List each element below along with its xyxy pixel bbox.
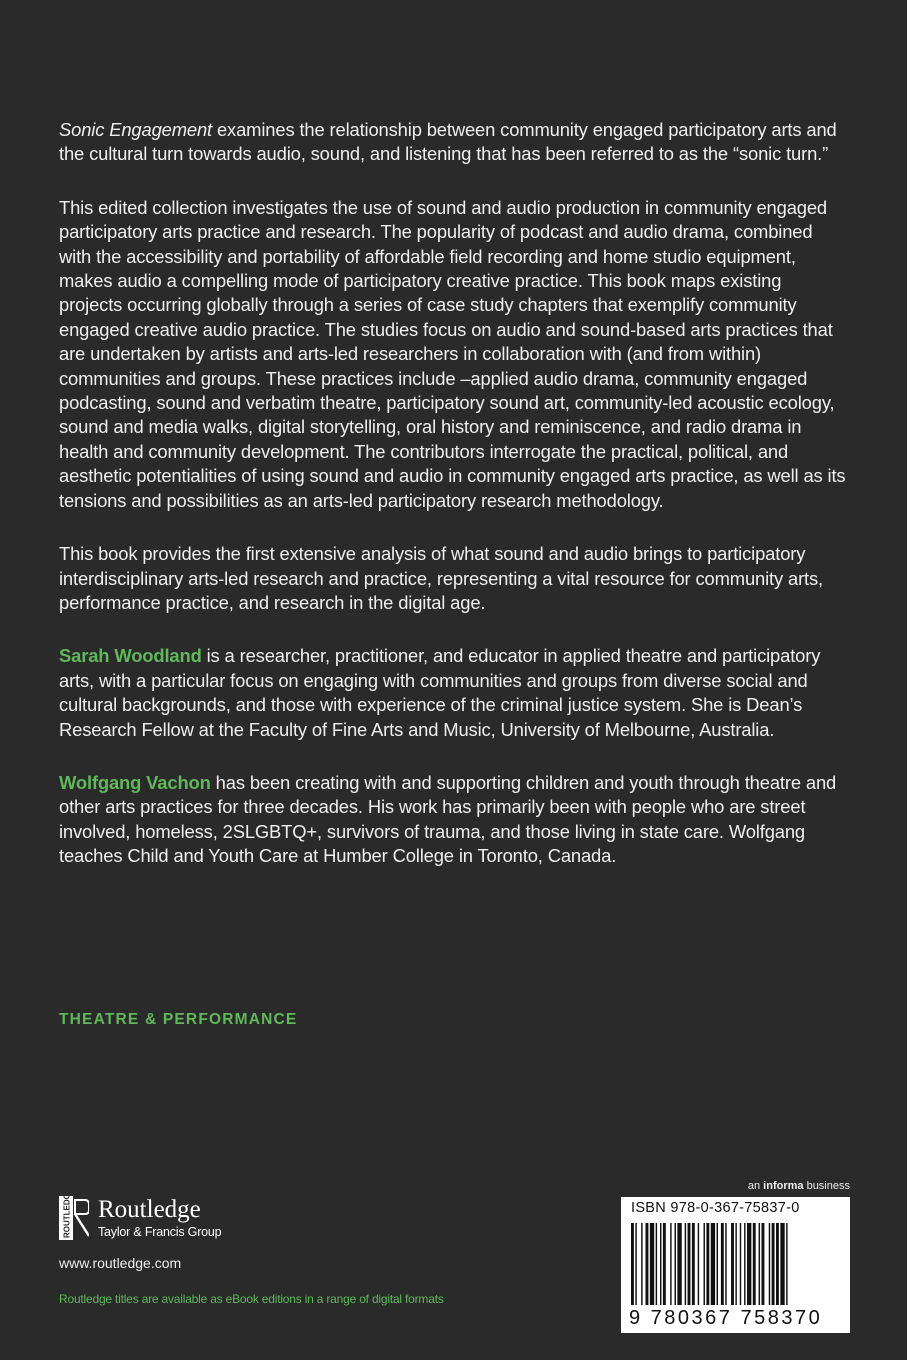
barcode-bar: [769, 1223, 770, 1305]
back-cover-text: [59, 118, 849, 898]
barcode-bar: [688, 1223, 691, 1305]
barcode-bar: [656, 1223, 657, 1305]
author-name: Sarah Woodland: [59, 645, 202, 667]
barcode-bar: [635, 1223, 636, 1305]
barcode-bar: [721, 1223, 724, 1305]
author-bio-1: [59, 644, 849, 742]
svg-text:ROUTLEDGE: ROUTLEDGE: [62, 1196, 72, 1238]
barcode-bar: [786, 1223, 787, 1305]
publisher-logo: [59, 1196, 221, 1240]
barcode-bar: [711, 1223, 715, 1305]
barcode-bar: [641, 1223, 642, 1305]
subject-category: THEATRE & PERFORMANCE: [59, 1011, 298, 1028]
barcode-bar: [731, 1223, 734, 1305]
author-bio-text: is a researcher, practitioner, and educator in applied theatre and participatory arts, with a particular focus on engaging with communities and groups from diverse social and cultural backgrounds, and those with experience of the criminal justice system. She is Dean’s Research Fellow at the Faculty of Fine Arts and Music, University of Melbourne, Australia.: [59, 645, 821, 740]
description-paragraph-3: This book provides the first extensive analysis of what sound and audio brings to participatory interdisciplinary arts-led research and practice, representing a vital resource for community arts, performance practice, and research in the digital age.: [59, 543, 824, 613]
author-bio-2: [59, 771, 849, 869]
informa-brand: informa: [763, 1180, 804, 1192]
barcode-bar: [660, 1223, 661, 1305]
barcode-bar: [780, 1223, 784, 1305]
barcode-bar: [747, 1223, 751, 1305]
barcode-bar: [663, 1223, 666, 1305]
barcode-bars: [631, 1223, 841, 1305]
barcode-bar: [717, 1223, 718, 1305]
barcode-bar: [740, 1223, 741, 1305]
description-paragraph-2: This edited collection investigates the use of sound and audio production in community engaged participatory arts practice and research. The popularity of podcast and audio drama, combined with the accessibility and portability of affordable field recording and home studio equipment, makes audio a compelling mode of participatory creative practice. This book maps existing projects occurring globally through a series of case study chapters that exemplify community engaged creative audio practice. The studies focus on audio and sound-based arts practices that are undertaken by artists and arts-led researchers in collaboration with (and from within) communities and groups. These practices include –applied audio drama, community engaged podcasting, sound and verbatim theatre, participatory sound art, community-led acoustic ecology, sound and media walks, digital storytelling, oral history and reminiscence, and radio drama in health and community development. The contributors interrogate the practical, political, and aesthetic potentialities of using sound and audio in community engaged arts practice, as well as its tensions and possibilities as an arts-led participatory research methodology.: [59, 196, 846, 511]
author-bio-text: has been creating with and supporting children and youth through theatre and other arts practices for three decades. His work has primarily been with people who are street involved, homeless, 2SLGBTQ+, survivors of trauma, and those living in state care. Wolfgang teaches Child and Youth Care at Humber College in Toronto, Canada.: [59, 771, 837, 867]
barcode-bar: [725, 1223, 726, 1305]
barcode-bar: [650, 1223, 654, 1305]
routledge-logo-icon: [59, 1196, 89, 1240]
description-text: examines the relationship between community engaged participatory arts and the cultural turn towards audio, sound, and listening that has been referred to as the “sonic turn.”: [59, 119, 837, 165]
barcode-bar: [675, 1223, 676, 1305]
barcode-bar: [704, 1223, 705, 1305]
barcode-bar: [646, 1223, 649, 1305]
barcode-bar: [762, 1223, 765, 1305]
publisher-name: Routledge: [98, 1196, 201, 1223]
barcode-bar: [685, 1223, 686, 1305]
informa-prefix: an: [747, 1180, 764, 1192]
description-paragraph-1: [59, 118, 849, 167]
barcode-bar: [759, 1223, 760, 1305]
barcode-bar: [753, 1223, 756, 1305]
barcode-bar: [735, 1223, 736, 1305]
informa-suffix: business: [803, 1180, 850, 1192]
barcode-digits: 9 780367 758370: [629, 1307, 823, 1329]
barcode-bar: [670, 1223, 671, 1305]
barcode-bar: [776, 1223, 779, 1305]
barcode-bar: [698, 1223, 699, 1305]
barcode-bar: [631, 1223, 634, 1305]
book-title: Sonic Engagement: [59, 119, 213, 140]
barcode-bar: [677, 1223, 681, 1305]
informa-business-note: [748, 1180, 850, 1192]
publisher-group: Taylor & Francis Group: [98, 1225, 222, 1239]
isbn-label: ISBN 978-0-367-75837-0: [631, 1200, 800, 1216]
isbn-barcode: [621, 1197, 850, 1333]
ebook-note: Routledge titles are available as eBook editions in a range of digital formats: [59, 1292, 444, 1306]
publisher-url[interactable]: www.routledge.com: [59, 1255, 182, 1271]
author-name: Wolfgang Vachon: [59, 771, 211, 793]
barcode-bar: [692, 1223, 695, 1305]
barcode-bar: [706, 1223, 709, 1305]
barcode-bar: [744, 1223, 745, 1305]
barcode-bar: [772, 1223, 775, 1305]
